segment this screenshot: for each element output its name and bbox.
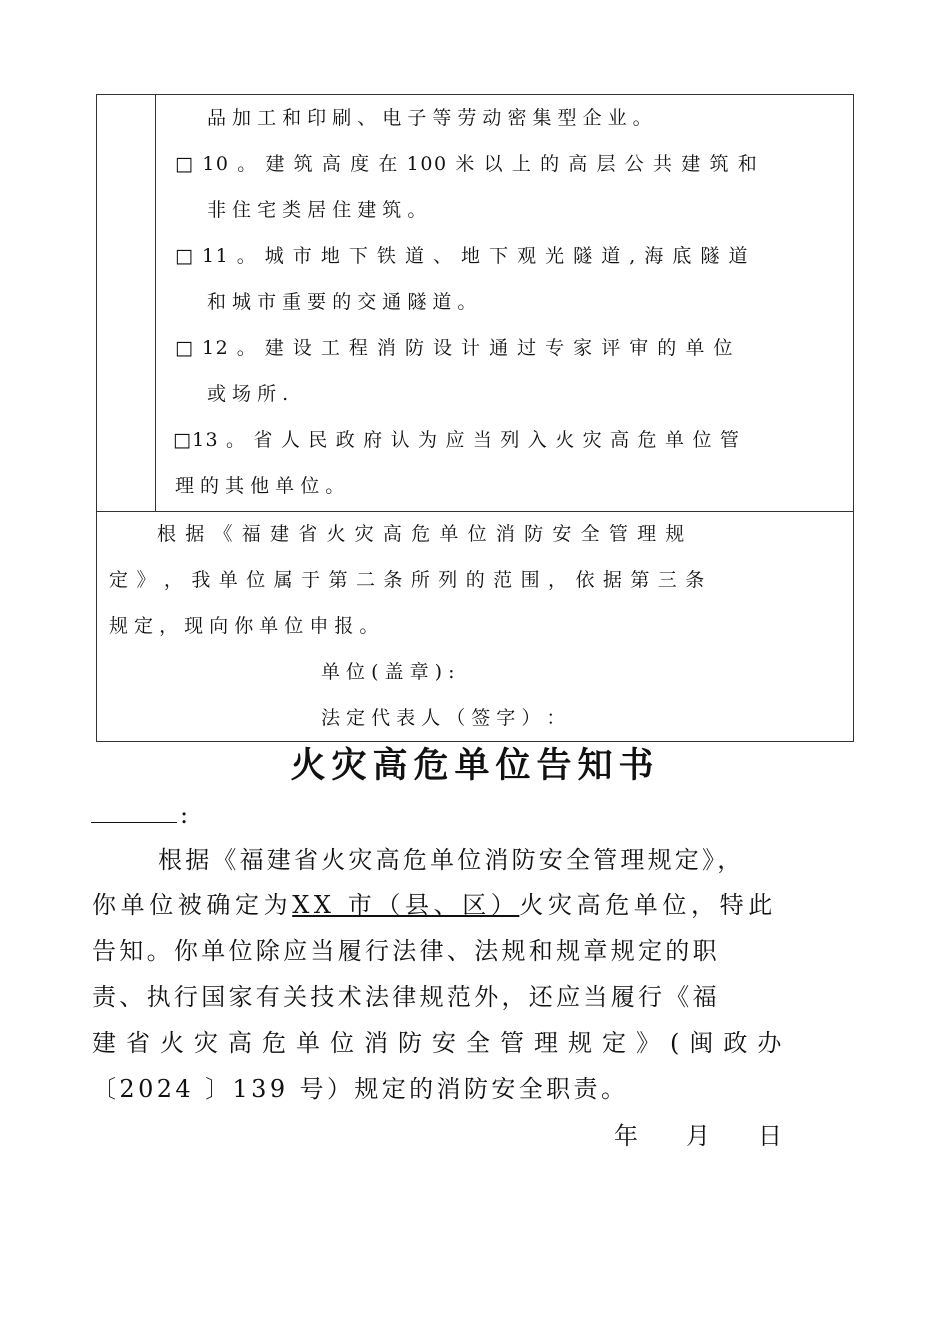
notice-paragraph-line: 〔2024 〕139 号）规定的消防安全职责。: [92, 1075, 629, 1103]
notice-paragraph-line: 建省火灾高危单位消防安全管理规定》(闽政办: [92, 1029, 792, 1057]
notice-title: 火灾高危单位告知书: [290, 745, 660, 786]
table-item-line: □ 11 。 城 市 地 下 铁 道 、 地 下 观 光 隧 道 , 海 底 隧 道: [175, 245, 749, 267]
notice-paragraph-line: 告知。你单位除应当履行法律、法规和规章规定的职: [92, 937, 720, 965]
table-item-line: 理 的 其 他 单 位 。: [175, 475, 345, 497]
recipient-blank-line: [91, 822, 177, 823]
table-item-line: 或 场 所 .: [207, 383, 289, 405]
notice-paragraph-line: 责、执行国家有关技术法律规范外，还应当履行《福: [92, 983, 720, 1011]
recipient-colon: :: [180, 801, 189, 829]
application-table: [96, 94, 854, 742]
table-left-column: [97, 95, 156, 511]
table-row-divider: [97, 511, 853, 512]
table-item-line: 非 住 宅 类 居 住 建 筑 。: [207, 199, 427, 221]
notice-paragraph-line: 根据《福建省火灾高危单位消防安全管理规定》，: [158, 846, 745, 874]
notice-paragraph-line: 你单位被确定为XX 市（县、区）火灾高危单位，特此: [92, 891, 777, 919]
legal-representative-label: 法 定 代 表 人 （ 签 字 ） ：: [321, 707, 566, 729]
unit-seal-label: 单 位 ( 盖 章 ) :: [321, 661, 455, 683]
declaration-line: 规 定 ， 现 向 你 单 位 申 报 。: [109, 615, 379, 637]
table-item-line: □13 。 省 人 民 政 府 认 为 应 当 列 入 火 灾 高 危 单 位 管: [173, 429, 741, 451]
date-line: 年 月 日: [614, 1122, 782, 1150]
declaration-line: 根 据 《 福 建 省 火 灾 高 危 单 位 消 防 安 全 管 理 规: [157, 523, 686, 545]
table-item-line: □ 12 。 建 设 工 程 消 防 设 计 通 过 专 家 评 审 的 单 位: [175, 337, 734, 359]
table-item-line: 和 城 市 重 要 的 交 通 隧 道 。: [207, 291, 477, 313]
table-item-line: 品 加 工 和 印 刷 、 电 子 等 劳 动 密 集 型 企 业 。: [207, 107, 652, 129]
table-item-line: □ 10 。 建 筑 高 度 在 100 米 以 上 的 高 层 公 共 建 筑 和: [175, 153, 759, 175]
declaration-line: 定 》 ， 我 单 位 属 于 第 二 条 所 列 的 范 围 ， 依 据 第 三 条: [109, 569, 706, 591]
designated-city-underlined: XX 市（县、区）: [292, 891, 520, 919]
